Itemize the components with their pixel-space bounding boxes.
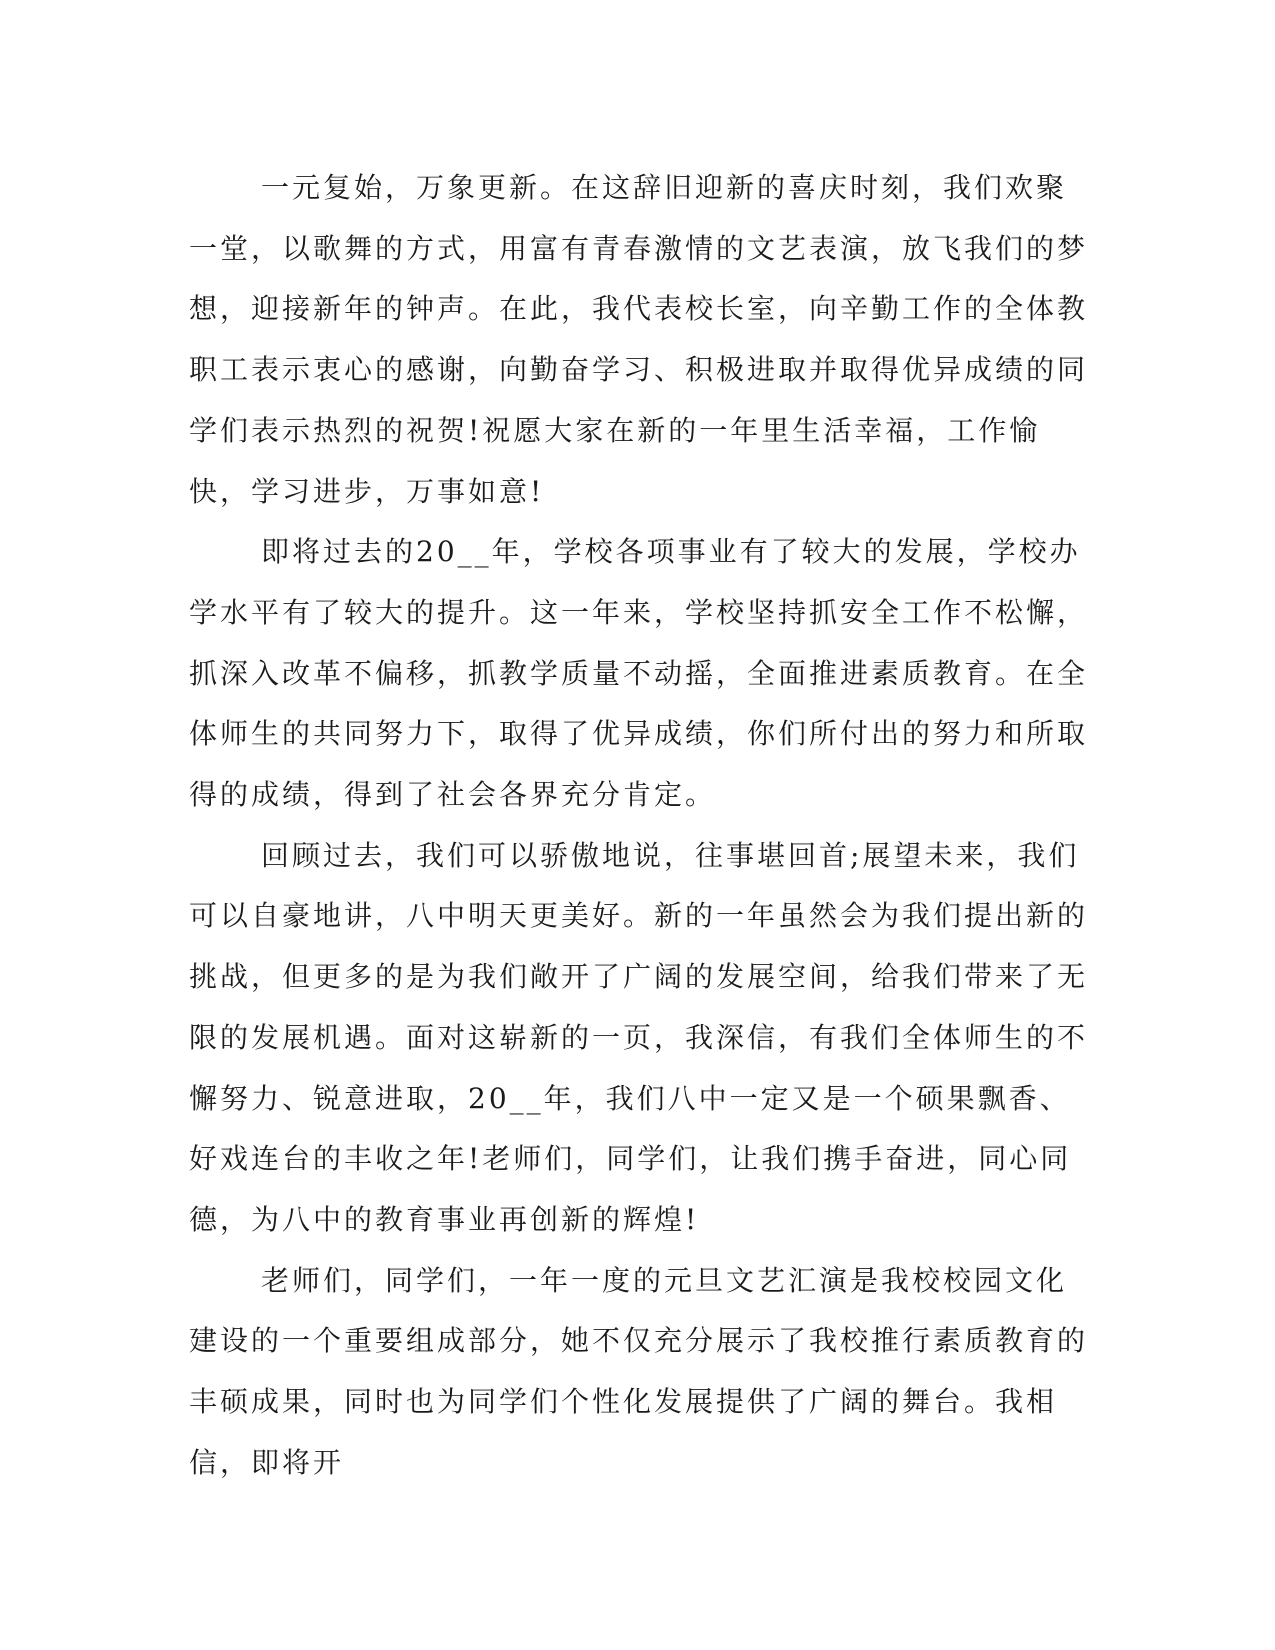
paragraph-future-outlook: 回顾过去，我们可以骄傲地说，往事堪回首;展望未来，我们可以自豪地讲，八中明天更美好。新的一年虽然会为我们提出新的挑战，但更多的是为我们敞开了广阔的发展空间，给我们带来了无限的发展机遇。面对这崭新的一页，我深信，有我们全体师生的不懈努力、锐意进取，20__年，我们八中一定又是一个硕果飘香、好戏连台的丰收之年!老师们，同学们，让我们携手奋进，同心同德，为八中的教育事业再创新的辉煌! [189, 838, 1089, 1236]
document-body [189, 158, 1089, 1493]
paragraph-art-performance: 老师们，同学们，一年一度的元旦文艺汇演是我校校园文化建设的一个重要组成部分，她不仅充分展示了我校推行素质教育的丰硕成果，同时也为同学们个性化发展提供了广阔的舞台。我相信，即将开 [189, 1263, 1089, 1479]
paragraph-new-year-greeting: 一元复始，万象更新。在这辞旧迎新的喜庆时刻，我们欢聚一堂，以歌舞的方式，用富有青春激情的文艺表演，放飞我们的梦想，迎接新年的钟声。在此，我代表校长室，向辛勤工作的全体教职工表示衷心的感谢，向勤奋学习、积极进取并取得优异成绩的同学们表示热烈的祝贺!祝愿大家在新的一年里生活幸福，工作愉快，学习进步，万事如意! [189, 171, 1089, 508]
paragraph-year-review: 即将过去的20__年，学校各项事业有了较大的发展，学校办学水平有了较大的提升。这一年来，学校坚持抓安全工作不松懈，抓深入改革不偏移，抓教学质量不动摇，全面推进素质教育。在全体师生的共同努力下，取得了优异成绩，你们所付出的努力和所取得的成绩，得到了社会各界充分肯定。 [189, 535, 1089, 812]
